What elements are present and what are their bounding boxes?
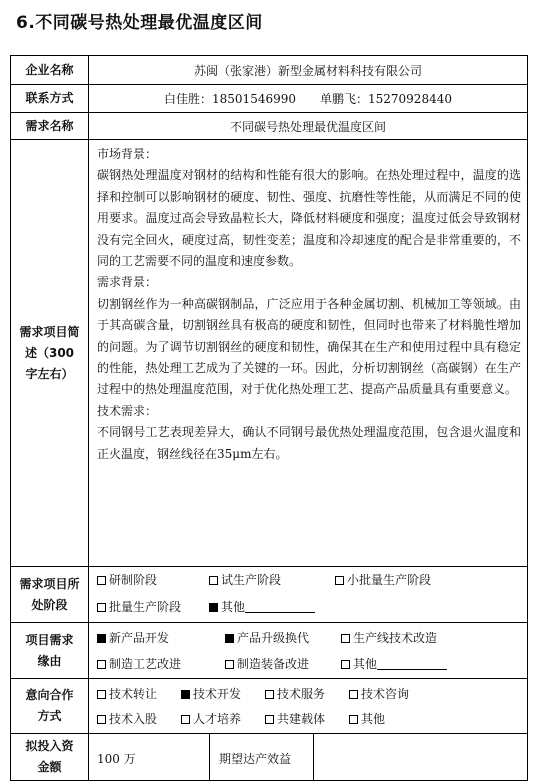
investment-cells [89, 734, 527, 780]
stage-option-small-batch[interactable]: 小批量生产阶段 [335, 571, 431, 588]
contact-label: 联系方式 [11, 85, 89, 112]
origin-option-process[interactable]: 制造工艺改进 [97, 655, 181, 672]
checked-box-icon [181, 690, 190, 699]
investment-label [11, 734, 89, 780]
description-text [89, 140, 527, 566]
coop-option-carrier[interactable]: 共建载体 [265, 710, 325, 727]
checkbox-icon [341, 660, 350, 669]
coop-option-equity[interactable]: 技术入股 [97, 710, 157, 727]
coop-option-service[interactable]: 技术服务 [265, 685, 325, 702]
checked-box-icon [97, 634, 106, 643]
stage-label [11, 567, 89, 622]
company-value: 苏闽（张家港）新型金属材料科技有限公司 [193, 63, 422, 78]
coop-option-consulting[interactable]: 技术咨询 [349, 685, 409, 702]
company-row [11, 56, 527, 84]
market-heading: 市场背景： [97, 147, 158, 161]
stage-option-other[interactable]: 其他 [209, 598, 315, 615]
contact-value: 白佳胜：18501546990 单鹏飞：15270928440 [164, 92, 452, 106]
contact-row [11, 84, 527, 112]
stage-options [89, 567, 527, 622]
checked-box-icon [225, 634, 234, 643]
checkbox-icon [349, 690, 358, 699]
cell-divider [313, 734, 314, 780]
checkbox-icon [335, 576, 344, 585]
origin-options [89, 623, 527, 678]
coop-label [11, 679, 89, 733]
stage-option-research[interactable]: 研制阶段 [97, 571, 157, 588]
origin-option-other[interactable]: 其他 [341, 655, 447, 672]
stage-option-batch[interactable]: 批量生产阶段 [97, 598, 181, 615]
coop-option-development[interactable]: 技术开发 [181, 685, 241, 702]
checkbox-icon [97, 660, 106, 669]
demand-paragraph: 切割钢丝作为一种高碳钢制品，广泛应用于各种金属切割、机械加工等领域。由于其高碳含量，切割钢丝具有极高的硬度和韧性，但同时也带来了材料脆性增加的问题。为了调节切割钢丝的硬度和韧性，确保其在生产和使用过程中具有稳定的性能，热处理工艺成为了关键的一环。因此，分析切割钢丝（高碳钢）在生产过程中的热处理温度范围，对于优化热处理工艺、提高产品质量具有重要意义。 [97, 296, 521, 397]
checkbox-icon [181, 715, 190, 724]
demand-form [10, 55, 528, 781]
company-label: 企业名称 [11, 56, 89, 84]
demand-name-row [11, 112, 527, 139]
checkbox-icon [97, 603, 106, 612]
benefit-label: 期望达产效益 [219, 752, 292, 766]
stage-option-trial[interactable]: 试生产阶段 [209, 571, 281, 588]
origin-option-upgrade[interactable]: 产品升级换代 [225, 629, 309, 646]
checkbox-icon [97, 690, 106, 699]
description-label-text: 需求项目简述（300字左右） [19, 324, 80, 381]
coop-option-training[interactable]: 人才培养 [181, 710, 241, 727]
checked-box-icon [209, 603, 218, 612]
origin-label [11, 623, 89, 678]
market-paragraph: 碳钢热处理温度对钢材的结构和性能有很大的影响。在热处理过程中，温度的选择和控制可以影响钢材的硬度、韧性、强度、抗磨性等性能，从而满足不同的使用要求。温度过高会导致晶粒长大，降低材料硬度和强度；温度过低会导致钢材没有完全回火，硬度过高，韧性变差；温度和冷却速度的配合是非常重要的，不同的工艺需要不同的温度和速度参数。 [97, 168, 521, 269]
description-row [11, 139, 527, 566]
checkbox-icon [209, 576, 218, 585]
investment-row [11, 733, 527, 780]
checkbox-icon [97, 715, 106, 724]
cell-divider [209, 734, 210, 780]
checkbox-icon [349, 715, 358, 724]
origin-option-new-product[interactable]: 新产品开发 [97, 629, 169, 646]
checkbox-icon [265, 690, 274, 699]
investment-value: 100 万 [97, 752, 136, 766]
other-blank[interactable] [245, 600, 315, 613]
demand-name-value: 不同碳号热处理最优温度区间 [229, 119, 386, 134]
other-blank[interactable] [377, 657, 447, 670]
coop-option-transfer[interactable]: 技术转让 [97, 685, 157, 702]
origin-row [11, 622, 527, 678]
coop-label-text: 意向合作方式 [25, 688, 74, 723]
checkbox-icon [225, 660, 234, 669]
origin-option-line-tech[interactable]: 生产线技术改造 [341, 629, 437, 646]
stage-row [11, 566, 527, 622]
demand-name-label: 需求名称 [11, 113, 89, 139]
page-title: 6.不同碳号热处理最优温度区间 [16, 13, 263, 33]
coop-option-other[interactable]: 其他 [349, 710, 385, 727]
investment-label-text: 拟投入资金额 [25, 739, 74, 774]
tech-paragraph: 不同钢号工艺表现差异大，确认不同钢号最优热处理温度范围，包含退火温度和正火温度，钢丝线径在35μm左右。 [97, 425, 521, 461]
description-label [11, 140, 89, 566]
origin-label-text: 项目需求缘由 [25, 632, 74, 668]
tech-heading: 技术需求： [97, 403, 158, 418]
checkbox-icon [265, 715, 274, 724]
coop-options [89, 679, 527, 733]
coop-row [11, 678, 527, 733]
checkbox-icon [97, 576, 106, 585]
origin-option-equipment[interactable]: 制造装备改进 [225, 655, 309, 672]
checkbox-icon [341, 634, 350, 643]
stage-label-text: 需求项目所处阶段 [19, 576, 80, 612]
demand-heading: 需求背景： [97, 275, 158, 290]
